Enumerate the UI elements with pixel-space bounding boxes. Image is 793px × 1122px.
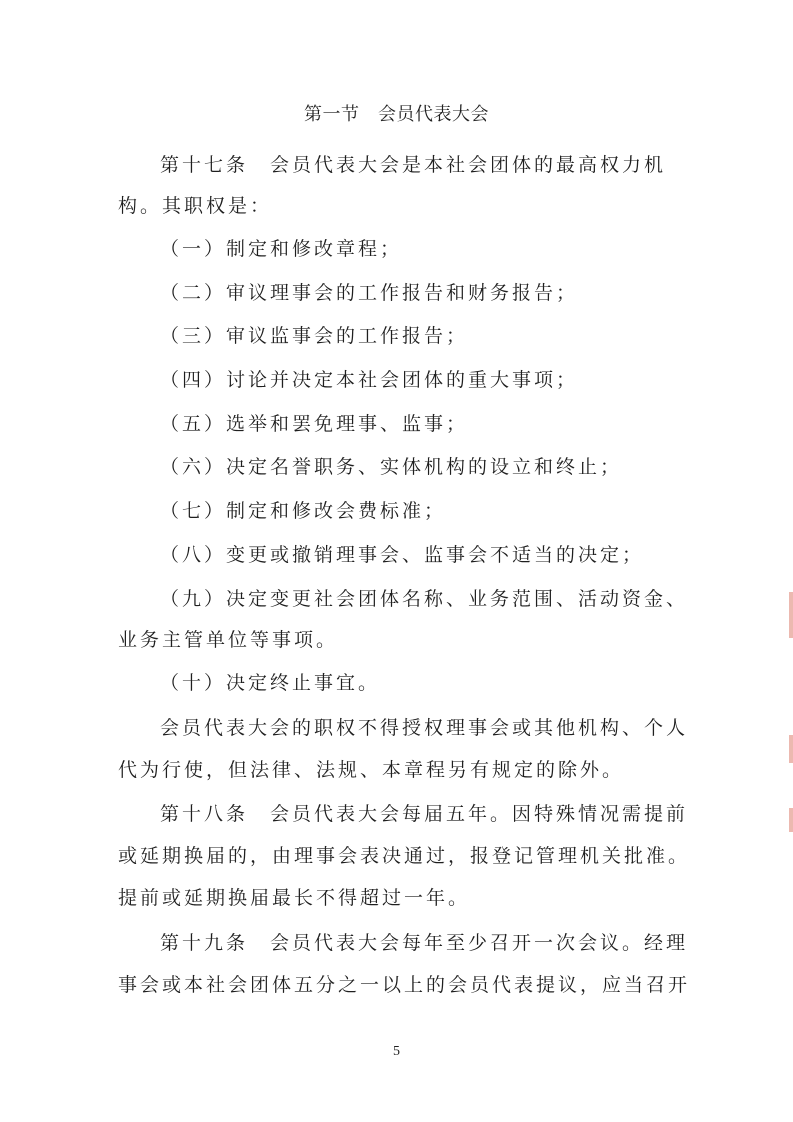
power-item-5: （五）选举和罢免理事、监事；: [160, 413, 469, 435]
power-item-8: （八）变更或撤销理事会、监事会不适当的决定；: [160, 544, 645, 566]
page-number: 5: [393, 1044, 400, 1059]
power-item-4: （四）讨论并决定本社会团体的重大事项；: [160, 369, 579, 391]
article-19-line-2: 事会或本社会团体五分之一以上的会员代表提议，应当召开: [118, 974, 691, 996]
section-title: 第一节 会员代表大会: [304, 104, 489, 125]
article-17-line-2: 构。其职权是：: [118, 195, 273, 217]
delegation-clause-line-2: 代为行使，但法律、法规、本章程另有规定的除外。: [118, 759, 625, 781]
article-18-line-1: 第十八条 会员代表大会每届五年。因特殊情况需提前: [160, 803, 689, 825]
binding-edge-mark: [789, 735, 793, 763]
power-item-2: （二）审议理事会的工作报告和财务报告；: [160, 282, 579, 304]
power-item-3: （三）审议监事会的工作报告；: [160, 325, 469, 347]
article-19-line-1: 第十九条 会员代表大会每年至少召开一次会议。经理: [160, 932, 689, 954]
power-item-7: （七）制定和修改会费标准；: [160, 500, 447, 522]
power-item-6: （六）决定名誉职务、实体机构的设立和终止；: [160, 456, 623, 478]
power-item-1: （一）制定和修改章程；: [160, 238, 403, 260]
power-item-10: （十）决定终止事宜。: [160, 672, 381, 694]
delegation-clause-line-1: 会员代表大会的职权不得授权理事会或其他机构、个人: [160, 717, 689, 739]
binding-edge-mark: [789, 808, 793, 832]
article-18-line-3: 提前或延期换届最长不得超过一年。: [118, 887, 471, 909]
power-item-9-line-1: （九）决定变更社会团体名称、业务范围、活动资金、: [160, 588, 689, 610]
binding-edge-mark: [789, 592, 793, 638]
power-item-9-line-2: 业务主管单位等事项。: [118, 629, 339, 651]
article-17-line-1: 第十七条 会员代表大会是本社会团体的最高权力机: [160, 154, 667, 176]
article-18-line-2: 或延期换届的，由理事会表决通过，报登记管理机关批准。: [118, 845, 691, 867]
